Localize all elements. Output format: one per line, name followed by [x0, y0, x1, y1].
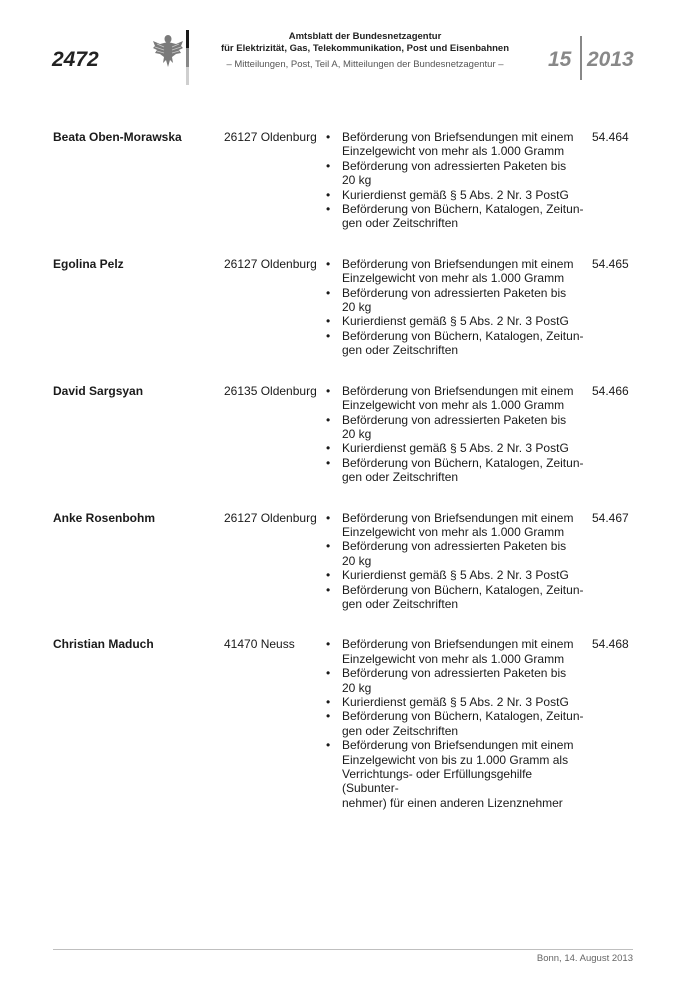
service-text-line: 20 kg [342, 553, 372, 568]
service-item [324, 511, 592, 540]
issue-number: 15 [548, 48, 572, 71]
service-text-line: gen oder Zeitschriften [342, 723, 459, 738]
bullet-icon: • [326, 285, 331, 300]
licensee-name: Egolina Pelz [53, 256, 124, 271]
licensee-name: Beata Oben-Morawska [53, 130, 182, 144]
service-text-line: Beförderung von Briefsendungen mit einem [342, 738, 574, 753]
licensee-city: 41470 Neuss [224, 637, 295, 652]
bullet-icon: • [326, 187, 331, 202]
issue-divider [580, 36, 582, 80]
service-item [324, 413, 592, 442]
service-item [324, 384, 592, 413]
bullet-icon: • [326, 256, 331, 271]
license-entry [0, 384, 700, 485]
service-text-line: Beförderung von Briefsendungen mit einem [342, 510, 574, 525]
service-text-line: nehmer) für einen anderen Lizenznehmer [342, 795, 563, 810]
service-item [324, 159, 592, 188]
service-text-line: 20 kg [342, 173, 372, 188]
service-text-line: gen oder Zeitschriften [342, 596, 459, 611]
service-text-line: Einzelgewicht von mehr als 1.000 Gramm [342, 271, 565, 286]
service-item [324, 257, 592, 286]
service-item [324, 738, 592, 810]
service-text-line: 20 kg [342, 680, 372, 695]
service-text-line: Beförderung von Büchern, Katalogen, Zeitun- [342, 328, 584, 343]
service-text-line: Beförderung von Büchern, Katalogen, Zeitun- [342, 582, 584, 597]
service-text-line: gen oder Zeitschriften [342, 470, 459, 485]
service-list [324, 257, 592, 358]
service-item [324, 666, 592, 695]
licensee-name: Christian Maduch [53, 637, 154, 652]
service-item [324, 202, 592, 231]
page-number: 2472 [52, 48, 99, 71]
license-entry [0, 637, 700, 810]
service-text-line: Beförderung von Büchern, Katalogen, Zeitun- [342, 202, 584, 217]
bullet-icon: • [326, 510, 331, 525]
bullet-icon: • [326, 130, 331, 144]
service-list [324, 637, 592, 810]
service-text-line: Verrichtungs- oder Erfüllungsgehilfe (Subunter- [342, 767, 533, 796]
bullet-icon: • [326, 455, 331, 470]
service-text-line: Einzelgewicht von mehr als 1.000 Gramm [342, 524, 565, 539]
service-list [324, 384, 592, 485]
service-item [324, 130, 592, 159]
service-text-line: Einzelgewicht von mehr als 1.000 Gramm [342, 144, 565, 159]
license-entry-list [0, 130, 700, 836]
licensee-name: Anke Rosenbohm [53, 510, 156, 525]
service-list [324, 130, 592, 231]
service-text-line: Einzelgewicht von bis zu 1.000 Gramm als [342, 752, 569, 767]
license-entry [0, 511, 700, 612]
service-text-line: Einzelgewicht von mehr als 1.000 Gramm [342, 398, 565, 413]
licensee-city: 26127 Oldenburg [224, 130, 317, 144]
bullet-icon: • [326, 738, 331, 753]
bullet-icon: • [326, 539, 331, 554]
service-text-line: Beförderung von Briefsendungen mit einem [342, 130, 574, 144]
bullet-icon: • [326, 383, 331, 398]
bullet-icon: • [326, 412, 331, 427]
service-text-line: 20 kg [342, 426, 372, 441]
bullet-icon: • [326, 695, 331, 709]
service-item [324, 637, 592, 666]
licensee-city: 26135 Oldenburg [224, 383, 317, 398]
bullet-icon: • [326, 637, 331, 652]
service-text-line: Kurierdienst gemäß § 5 Abs. 2 Nr. 3 PostG [342, 314, 569, 329]
journal-title-line2: für Elektrizität, Gas, Telekommunikation, Post und Eisenbahnen [220, 43, 510, 54]
service-item [324, 709, 592, 738]
license-number: 54.466 [592, 383, 629, 398]
bullet-icon: • [326, 568, 331, 583]
journal-subtitle: – Mitteilungen, Post, Teil A, Mitteilungen der Bundesnetzagentur – [226, 59, 504, 70]
service-text-line: gen oder Zeitschriften [342, 343, 459, 358]
service-text-line: Einzelgewicht von mehr als 1.000 Gramm [342, 651, 565, 666]
journal-title-line1: Amtsblatt der Bundesnetzagentur [288, 31, 442, 42]
journal-title [200, 31, 530, 55]
service-text-line: Beförderung von Büchern, Katalogen, Zeitun- [342, 709, 584, 724]
license-number: 54.468 [592, 637, 629, 652]
bullet-icon: • [326, 328, 331, 343]
service-text-line: Beförderung von Büchern, Katalogen, Zeitun- [342, 455, 584, 470]
licensee-city: 26127 Oldenburg [224, 510, 317, 525]
service-text-line: Kurierdienst gemäß § 5 Abs. 2 Nr. 3 PostG [342, 187, 569, 202]
footer-divider [53, 949, 633, 950]
service-item [324, 539, 592, 568]
bullet-icon: • [326, 666, 331, 681]
service-item [324, 329, 592, 358]
service-list [324, 511, 592, 612]
flag-bar-bottom [186, 67, 189, 85]
footer-date: Bonn, 14. August 2013 [536, 953, 633, 964]
service-item [324, 695, 592, 709]
license-number: 54.467 [592, 510, 629, 525]
service-item [324, 188, 592, 202]
service-item [324, 583, 592, 612]
service-text-line: Kurierdienst gemäß § 5 Abs. 2 Nr. 3 PostG [342, 568, 569, 583]
bullet-icon: • [326, 202, 331, 217]
issue-year: 2013 [587, 48, 634, 71]
license-number: 54.465 [592, 256, 629, 271]
service-text-line: Beförderung von adressierten Paketen bis [342, 158, 567, 173]
service-item [324, 441, 592, 455]
bullet-icon: • [326, 314, 331, 329]
service-text-line: Kurierdienst gemäß § 5 Abs. 2 Nr. 3 PostG [342, 695, 569, 709]
service-text-line: Beförderung von adressierten Paketen bis [342, 412, 567, 427]
service-text-line: Beförderung von Briefsendungen mit einem [342, 256, 574, 271]
service-item [324, 568, 592, 582]
flag-bar-middle [186, 48, 189, 67]
federal-eagle-icon [152, 33, 184, 69]
service-text-line: Beförderung von adressierten Paketen bis [342, 539, 567, 554]
license-entry [0, 130, 700, 231]
service-text-line: Kurierdienst gemäß § 5 Abs. 2 Nr. 3 PostG [342, 441, 569, 456]
service-item [324, 286, 592, 315]
service-item [324, 314, 592, 328]
service-text-line: Beförderung von Briefsendungen mit einem [342, 637, 574, 652]
service-text-line: gen oder Zeitschriften [342, 216, 459, 231]
license-number: 54.464 [592, 130, 629, 144]
bullet-icon: • [326, 441, 331, 456]
service-text-line: Beförderung von adressierten Paketen bis [342, 666, 567, 681]
service-text-line: 20 kg [342, 300, 372, 315]
license-entry [0, 257, 700, 358]
licensee-name: David Sargsyan [53, 383, 144, 398]
bullet-icon: • [326, 709, 331, 724]
bullet-icon: • [326, 582, 331, 597]
service-text-line: Beförderung von adressierten Paketen bis [342, 285, 567, 300]
bullet-icon: • [326, 158, 331, 173]
licensee-city: 26127 Oldenburg [224, 256, 317, 271]
service-text-line: Beförderung von Briefsendungen mit einem [342, 383, 574, 398]
service-item [324, 456, 592, 485]
